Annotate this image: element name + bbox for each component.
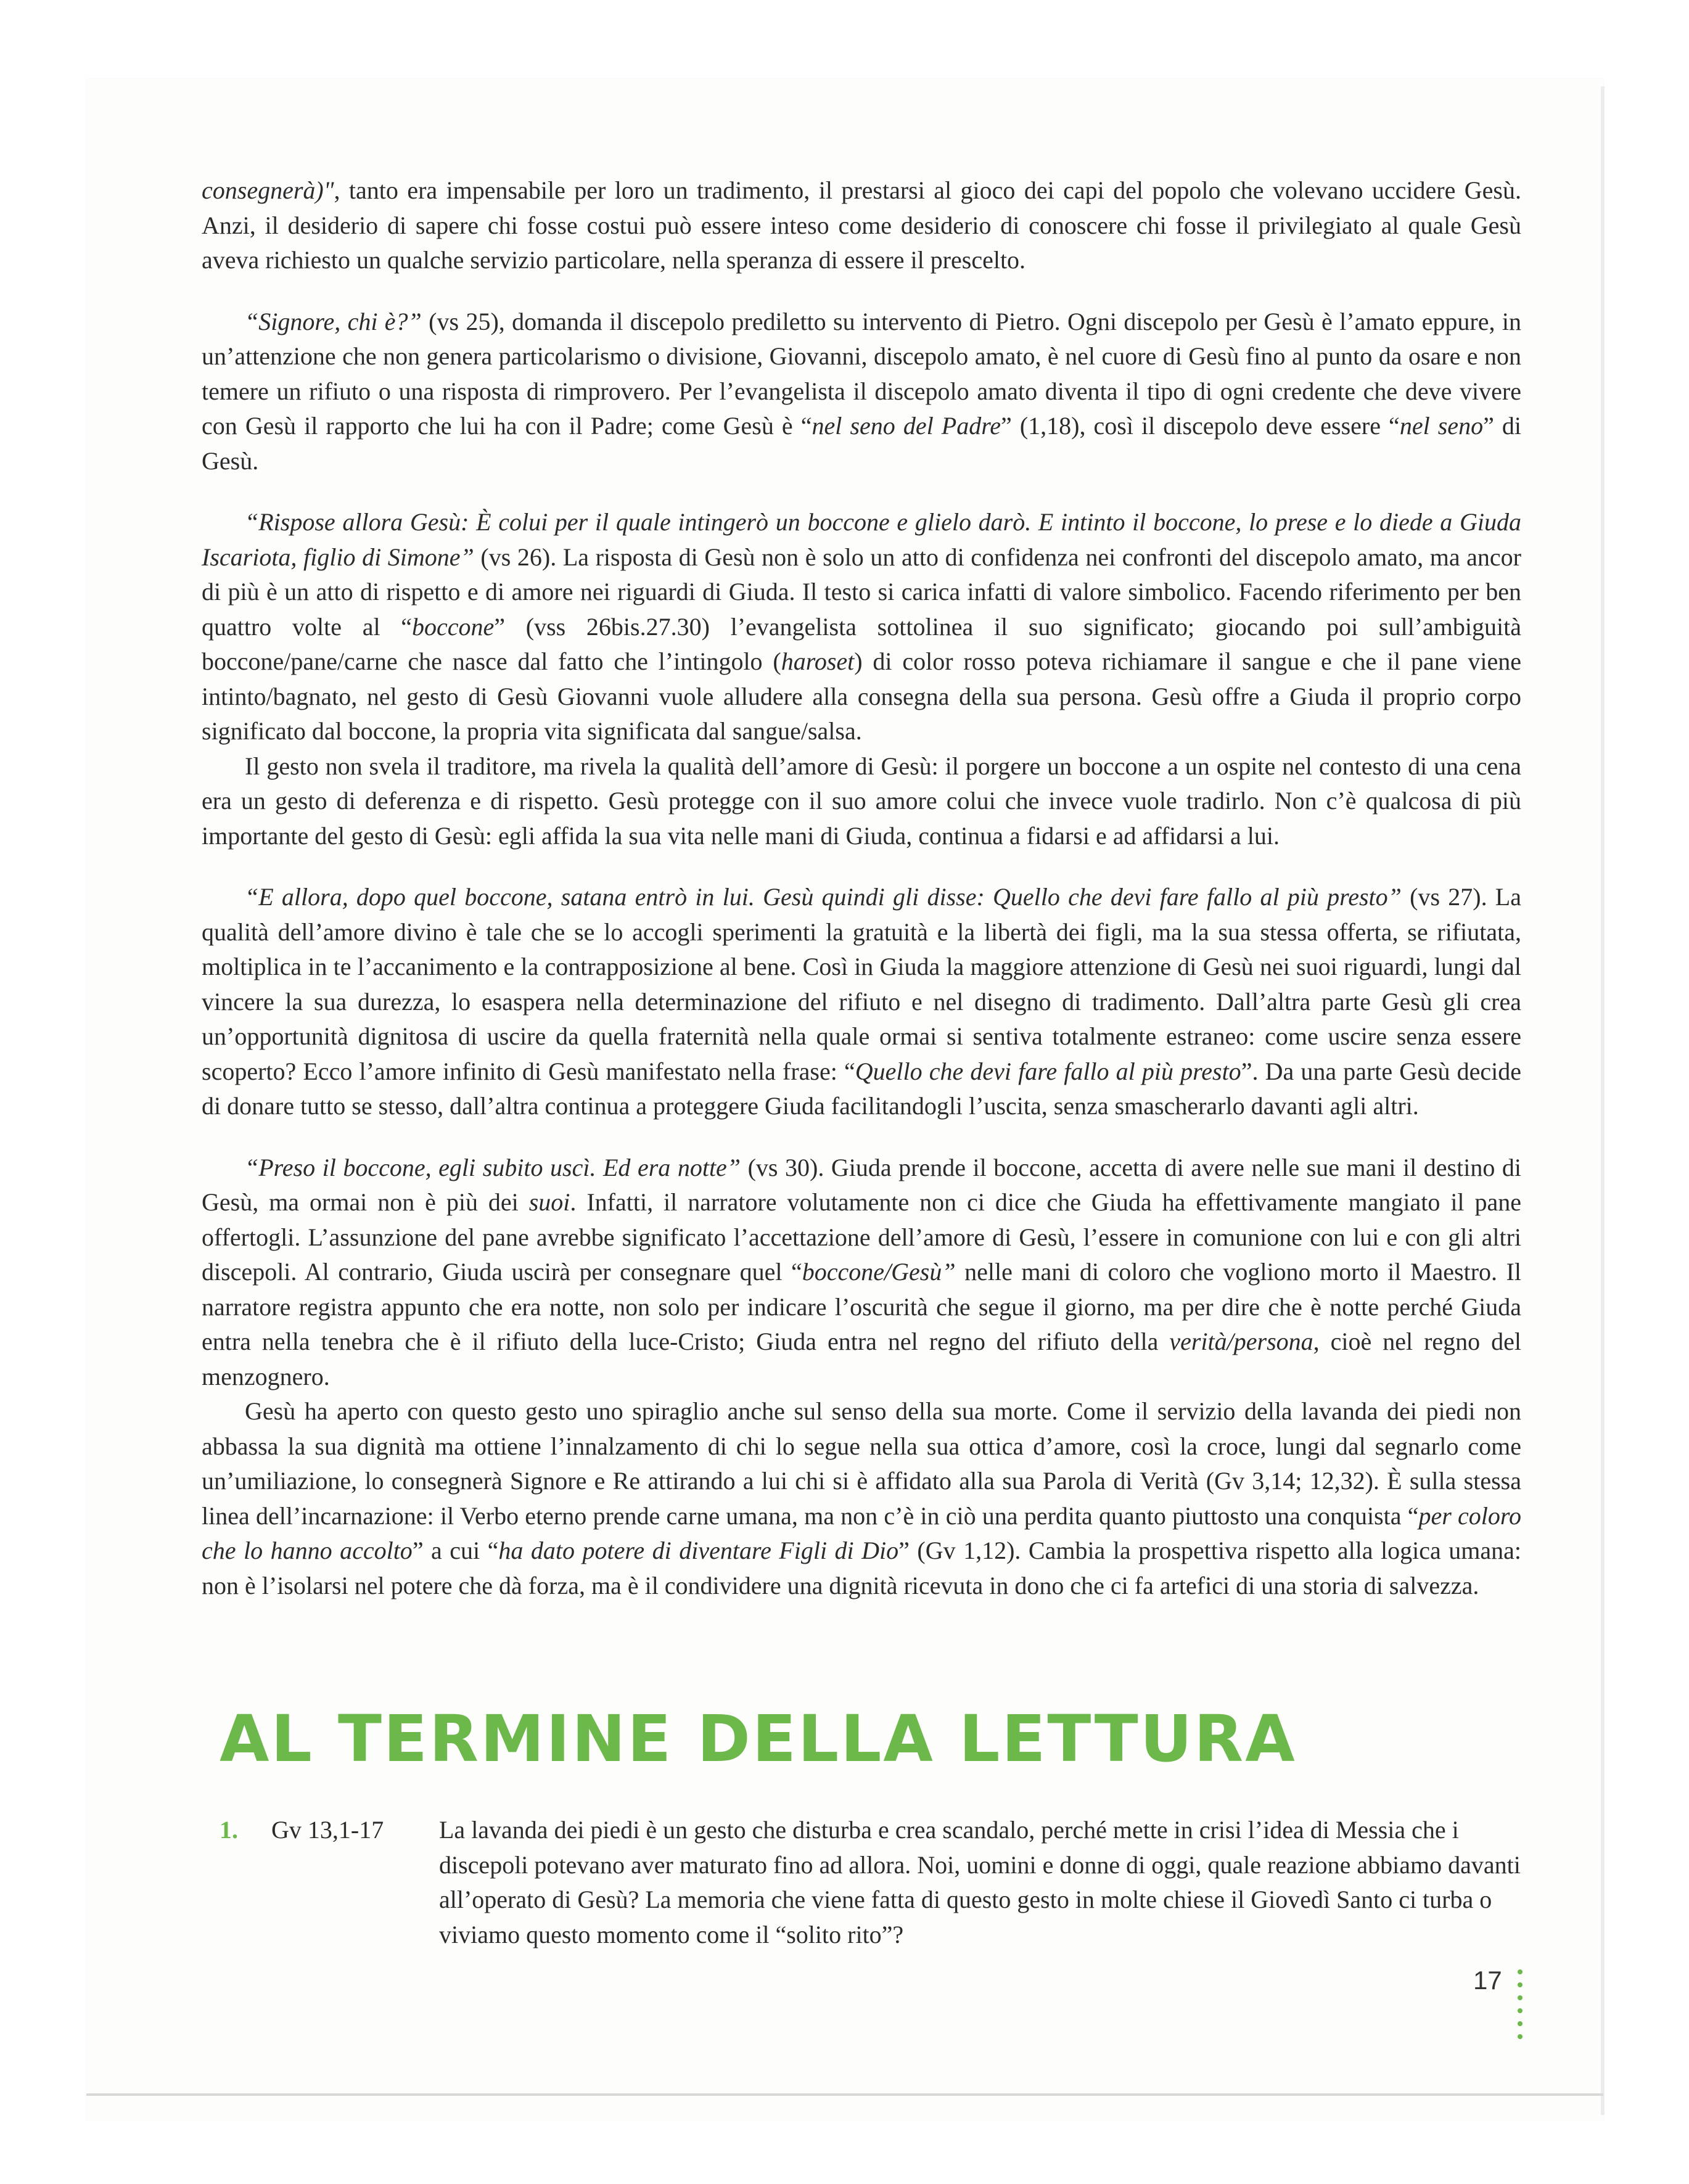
text-run: Gesù ha aperto con questo gesto uno spiraglio anche sul senso della sua morte. Come il servizio della lavanda dei piedi non abbassa la sua dignità ma ottiene l’innalzamento di chi lo segue nella sua ottica d’amore, così la croce, lungi dal segnarlo come un’umiliazione, lo consegnerà Signore e Re attirando a lui chi si è affidato alla sua Parola di Verità (Gv 3,14; 12,32). È sulla stessa linea dell’incarnazione: il Verbo eterno prende carne umana, ma non c’è in ciò una perdita quanto piuttosto una conquista “	[202, 1397, 1521, 1530]
page-number-dots	[1518, 1969, 1525, 2047]
dot	[1518, 1982, 1523, 1987]
text-run: ”. Da una parte Gesù decide di donare tutto se stesso, dall’altra continua a proteggere Giuda facilitandogli l’uscita, senza smascherarlo davanti agli altri.	[202, 1057, 1522, 1120]
text-run: . Infatti, il narratore volutamente non ci dice che Giuda ha effettivamente mangiato il pane offertogli. L’assunzione del pane avrebbe significato l’accettazione dell’amore di Gesù, l’essere in comunione con lui e con gli altri discepoli. Al contrario, Giuda uscirà per consegnare quel “	[202, 1188, 1522, 1286]
text-run: (vs 26). La risposta di Gesù non è solo un atto di confidenza nei confronti del discepolo amato, ma ancor di più è un atto di rispetto e di amore nei riguardi di Giuda. Il testo si carica infatti di valore simbolico. Facendo riferimento per ben quattro volte al “	[202, 543, 1522, 641]
question-number: 1.	[220, 1816, 238, 1844]
page-bottom-edge	[86, 2093, 1603, 2096]
text-run: , cioè nel regno del menzognero.	[202, 1328, 1521, 1390]
italic-run: suoi	[528, 1188, 570, 1216]
text-run: ” (Gv 1,12). Cambia la prospettiva rispetto alla logica umana: non è l’isolarsi nel potere che dà forza, ma è il condividere una dignità ricevuta in dono che ci fa artefici di una storia di salvezza.	[202, 1537, 1521, 1599]
text-run: (vs 25), domanda il discepolo prediletto su intervento di Pietro. Ogni discepolo per Gesù è l’amato eppure, in un’attenzione che non genera particolarismo o divisione, Giovanni, discepolo amato, è nel cuore di Gesù fino al punto da osare e non temere un rifiuto o una risposta di rimprovero. Per l’evangelista il discepolo amato diventa il tipo di ogni credente che deve vivere con Gesù il rapporto che lui ha con il Padre; come Gesù è “	[202, 307, 1521, 440]
page-edge	[1601, 86, 1605, 2115]
paragraph	[202, 880, 1521, 1124]
italic-run: boccone/Gesù”	[802, 1258, 956, 1286]
italic-run: “Rispose allora Gesù: È colui per il quale intingerò un boccone e glielo darò. E intinto il boccone, lo prese e lo diede a Giuda Iscariota, figlio di Simone”	[202, 508, 1521, 571]
question-reference: Gv 13,1-17	[271, 1816, 384, 1844]
italic-run: boccone	[412, 612, 495, 641]
italic-run: “Signore, chi è?”	[245, 307, 422, 335]
italic-run: nel seno del Padre	[812, 412, 1001, 440]
paragraph	[202, 305, 1521, 479]
question-text: La lavanda dei piedi è un gesto che disturba e crea scandalo, perché mette in crisi l’idea di Messia che i discepoli potevano aver maturato fino ad allora. Noi, uomini e donne di oggi, quale reazione abbiamo davanti all’operato di Gesù? La memoria che viene fatta di questo gesto in molte chiese il Giovedì Santo ci turba o viviamo questo momento come il “solito rito”?	[439, 1816, 1521, 1948]
dot	[1518, 2021, 1523, 2026]
text-run: ” di Gesù.	[202, 412, 1522, 475]
paragraph	[202, 749, 1521, 854]
text-run: Il gesto non svela il traditore, ma rivela la qualità dell’amore di Gesù: il porgere un boccone a un ospite nel contesto di una cena era un gesto di deferenza e di rispetto. Gesù protegge con il suo amore colui che invece vuole tradirlo. Non c’è qualcosa di più importante del gesto di Gesù: egli affida la sua vita nelle mani di Giuda, continua a fidarsi e ad affidarsi a lui.	[202, 752, 1521, 850]
text-run: ) di color rosso poteva richiamare il sangue e che il pane viene intinto/bagnato, nel gesto di Gesù Giovanni vuole alludere alla consegna della sua persona. Gesù offre a Giuda il proprio corpo significato dal boccone, la propria vita significata dal sangue/salsa.	[202, 647, 1522, 745]
italic-run: “E allora, dopo quel boccone, satana entrò in lui. Gesù quindi gli disse: Quello che devi fare fallo al più presto”	[245, 883, 1402, 911]
dot	[1518, 2034, 1523, 2039]
italic-run: “Preso il boccone, egli subito uscì. Ed era notte”	[245, 1153, 741, 1181]
dot	[1518, 1995, 1523, 2000]
paragraph	[202, 505, 1521, 749]
text-run: (vs 30). Giuda prende il boccone, accetta di avere nelle sue mani il destino di Gesù, ma ormai non è più dei	[202, 1153, 1522, 1216]
italic-run: per coloro che lo hanno accolto	[202, 1501, 1521, 1564]
section-heading: AL TERMINE DELLA LETTURA	[220, 1701, 1297, 1776]
body-text	[202, 173, 1521, 1603]
text-run: ” (1,18), così il discepolo deve essere “	[1001, 412, 1400, 440]
text-run: ” a cui “	[412, 1537, 499, 1564]
dot	[1518, 2008, 1523, 2013]
text-run: , tanto era impensabile per loro un tradimento, il prestarsi al gioco dei capi del popolo che volevano uccidere Gesù. Anzi, il desiderio di sapere chi fosse costui può essere inteso come desiderio di conoscere chi fosse il privilegiato al quale Gesù aveva richiesto un qualche servizio particolare, nella speranza di essere il prescelto.	[202, 176, 1521, 274]
paragraph	[202, 173, 1521, 278]
dot	[1518, 1969, 1523, 1974]
italic-run: nel seno	[1399, 412, 1484, 440]
text-run: (vs 27). La qualità dell’amore divino è tale che se lo accogli sperimenti la gratuità e la libertà dei figli, ma la sua stessa offerta, se rifiutata, moltiplica in te l’accanimento e la contrapposizione al bene. Così in Giuda la maggiore attenzione di Gesù nei suoi riguardi, lungi dal vincere la sua durezza, lo esaspera nella determinazione del rifiuto e nel disegno di tradimento. Dall’altra parte Gesù gli crea un’opportunità dignitosa di uscire da quella fraternità nella quale ormai si sentiva totalmente estraneo: come uscire senza essere scoperto? Ecco l’amore infinito di Gesù manifestato nella frase: “	[202, 883, 1521, 1085]
italic-run: Quello che devi fare fallo al più presto	[855, 1057, 1241, 1085]
paragraph	[202, 1394, 1521, 1603]
text-run: ” (vss 26bis.27.30) l’evangelista sottolinea il suo significato; giocando poi sull’ambiguità boccone/pane/carne che nasce dal fatto che l’intingolo (	[202, 612, 1522, 675]
italic-run: haroset	[781, 647, 855, 675]
paragraph	[202, 1151, 1521, 1395]
italic-run: ha dato potere di diventare Figli di Dio	[498, 1537, 899, 1564]
text-run: nelle mani di coloro che vogliono morto il Maestro. Il narratore registra appunto che era notte, non solo per indicare l’oscurità che segue il giorno, ma per dire che è notte perché Giuda entra nella tenebra che è il rifiuto della luce-Cristo; Giuda entra nel regno del rifiuto della	[202, 1258, 1521, 1355]
italic-run: consegnerà)"	[202, 176, 334, 204]
italic-run: verità/persona	[1169, 1328, 1313, 1355]
page-number: 17	[1473, 1966, 1502, 1995]
